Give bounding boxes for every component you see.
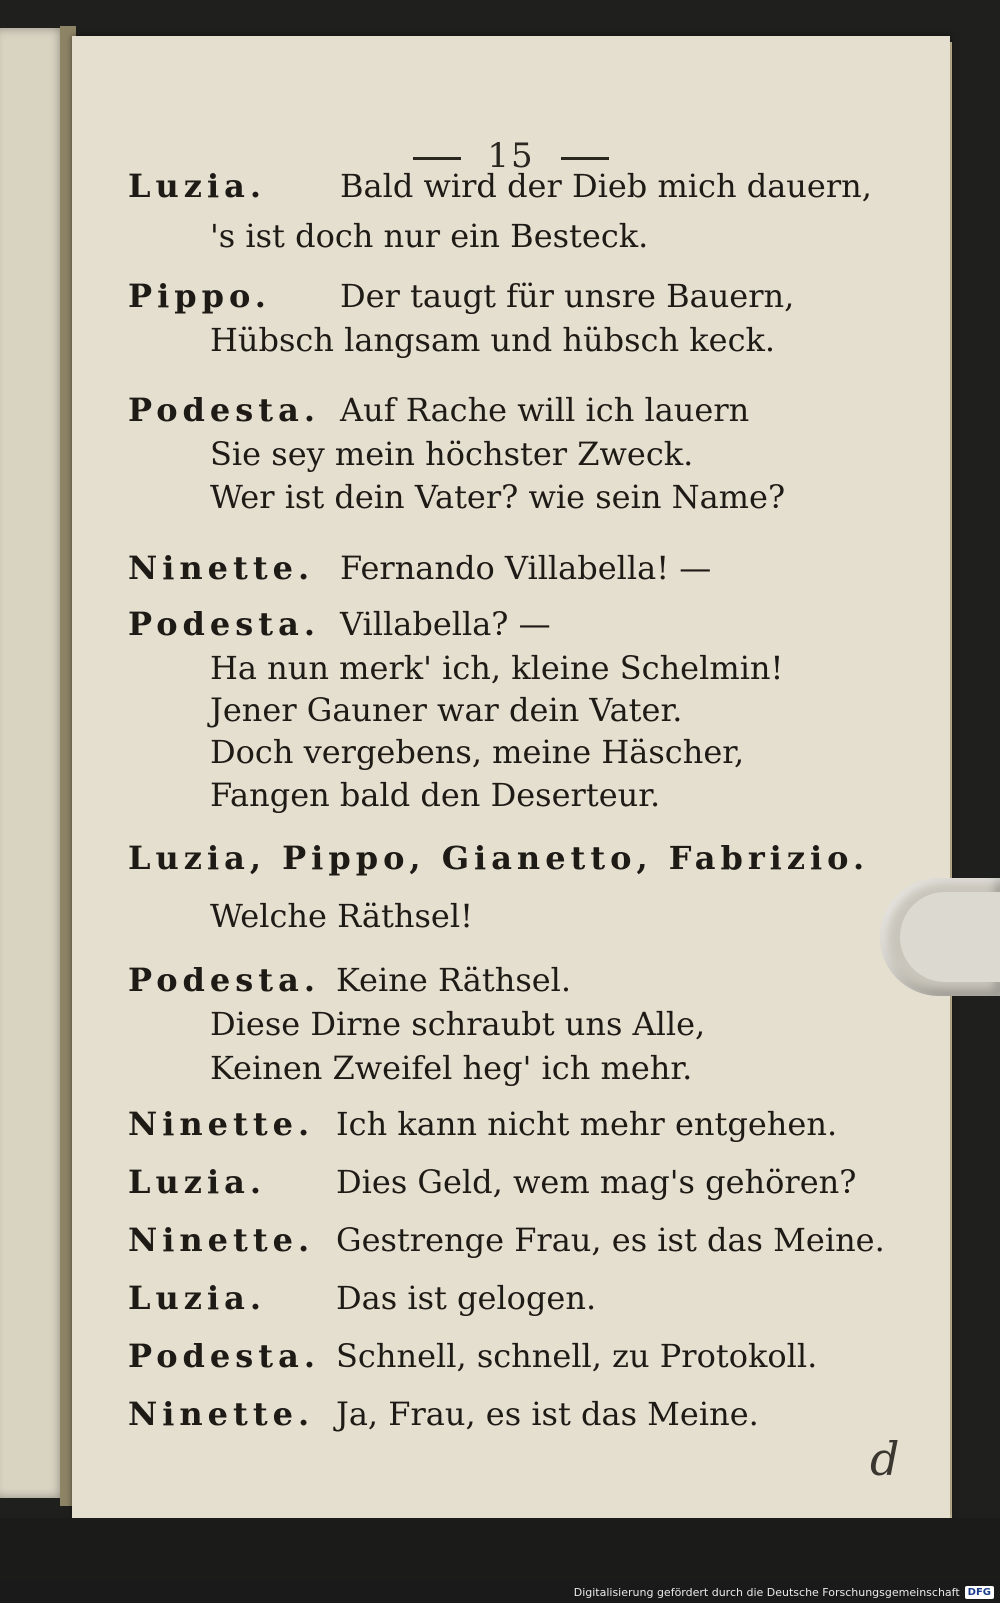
speaker-name: Podesta. bbox=[128, 1337, 320, 1375]
speaker-name: Ninette. bbox=[128, 1395, 315, 1433]
page-number-dash-left bbox=[413, 157, 461, 160]
speech-text: Fangen bald den Deserteur. bbox=[210, 776, 661, 814]
speech-text: 's ist doch nur ein Besteck. bbox=[210, 217, 649, 255]
speech-text: Welche Räthsel! bbox=[210, 897, 473, 935]
speech-text: Keine Räthsel. bbox=[336, 961, 572, 999]
speaker-name: Ninette. bbox=[128, 1105, 315, 1143]
speaker-name: Luzia. bbox=[128, 1279, 266, 1317]
speech-text: Wer ist dein Vater? wie sein Name? bbox=[210, 478, 786, 516]
scan-bottom-border bbox=[0, 1518, 1000, 1580]
speech-text: Doch vergebens, meine Häscher, bbox=[210, 733, 745, 771]
speech-text: Ha nun merk' ich, kleine Schelmin! bbox=[210, 649, 784, 687]
speech-text: Ich kann nicht mehr entgehen. bbox=[336, 1105, 838, 1143]
speech-text: Gestrenge Frau, es ist das Meine. bbox=[336, 1221, 885, 1259]
speaker-name: Podesta. bbox=[128, 605, 320, 643]
speaker-name: Ninette. bbox=[128, 549, 315, 587]
dfg-logo: DFG bbox=[965, 1586, 994, 1599]
speech-text: Das ist gelogen. bbox=[336, 1279, 597, 1317]
footer-credit bbox=[574, 1582, 994, 1603]
speech-text: Dies Geld, wem mag's gehören? bbox=[336, 1163, 857, 1201]
footer-credit-text: Digitalisierung gefördert durch die Deutsche Forschungsgemeinschaft bbox=[573, 1586, 960, 1599]
speech-text: Schnell, schnell, zu Protokoll. bbox=[336, 1337, 818, 1375]
page-clip-highlight bbox=[900, 892, 1000, 982]
speech-text: Sie sey mein höchster Zweck. bbox=[210, 435, 694, 473]
speech-text: Fernando Villabella! — bbox=[340, 549, 712, 587]
facing-page-edge bbox=[0, 28, 66, 1498]
speech-text: Bald wird der Dieb mich dauern, bbox=[340, 167, 872, 205]
speech-text: Keinen Zweifel heg' ich mehr. bbox=[210, 1049, 693, 1087]
speech-text: Diese Dirne schraubt uns Alle, bbox=[210, 1005, 706, 1043]
speech-text: Ja, Frau, es ist das Meine. bbox=[336, 1395, 759, 1433]
speech-text: Jener Gauner war dein Vater. bbox=[210, 691, 683, 729]
speech-text: Hübsch langsam und hübsch keck. bbox=[210, 321, 776, 359]
speech-text: Auf Rache will ich lauern bbox=[340, 391, 750, 429]
speaker-name: Podesta. bbox=[128, 391, 320, 429]
speaker-name: Pippo. bbox=[128, 277, 271, 315]
page-number-value: 15 bbox=[487, 136, 535, 176]
speech-text: Der taugt für unsre Bauern, bbox=[340, 277, 795, 315]
speaker-name: Luzia. bbox=[128, 1163, 266, 1201]
margin-mark: d bbox=[870, 1432, 900, 1486]
speech-text: Villabella? — bbox=[340, 605, 551, 643]
speaker-name: Podesta. bbox=[128, 961, 320, 999]
speaker-name: Luzia. bbox=[128, 167, 266, 205]
page-number-dash-right bbox=[561, 157, 609, 160]
speaker-name: Ninette. bbox=[128, 1221, 315, 1259]
speaker-name: Luzia, Pippo, Gianetto, Fabrizio. bbox=[128, 839, 870, 877]
